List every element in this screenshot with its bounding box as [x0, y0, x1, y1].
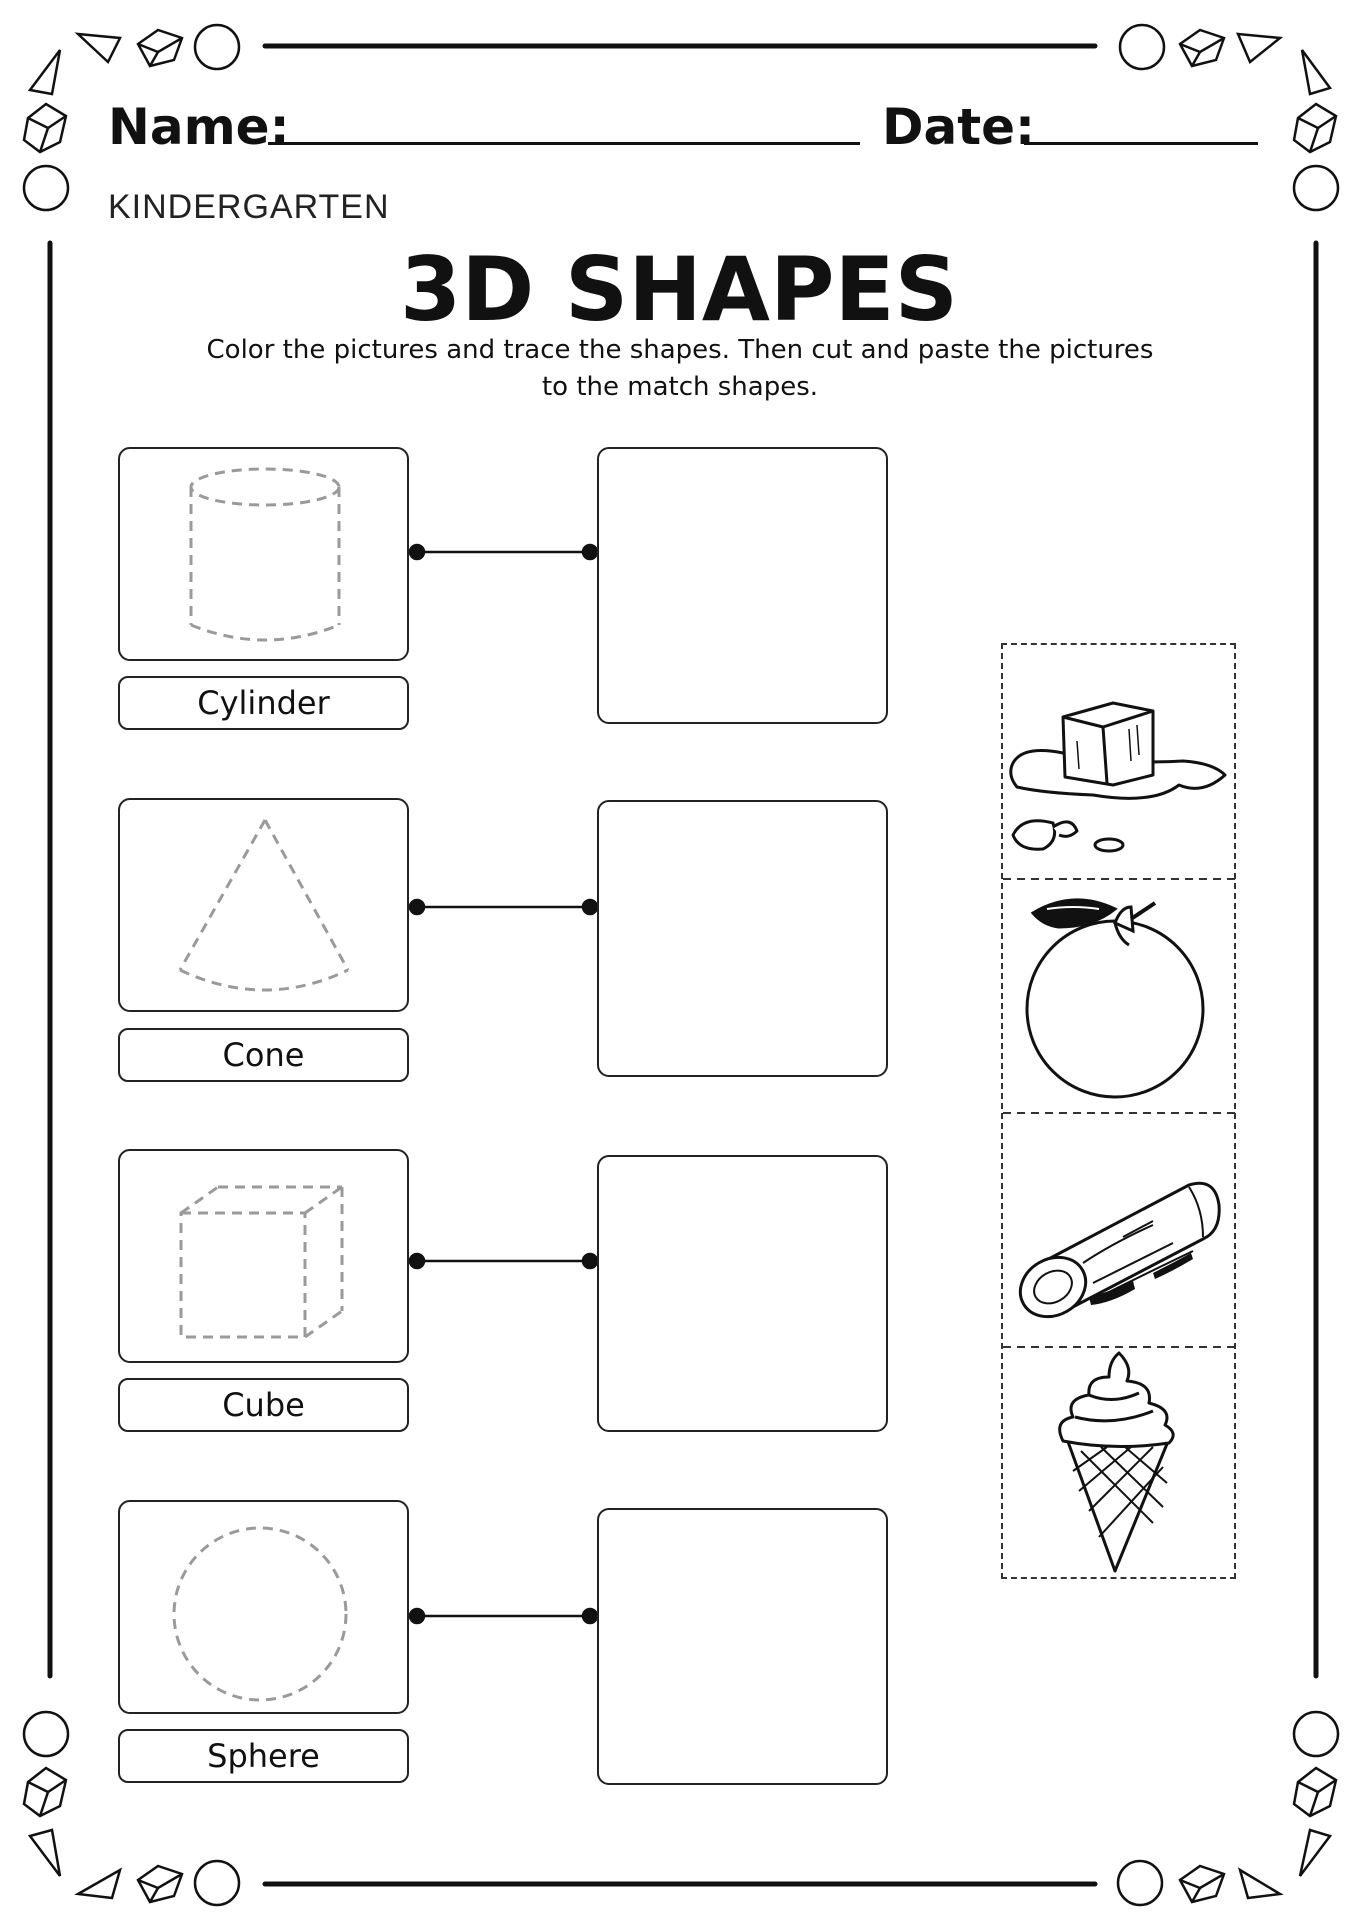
cutout-ice-cream[interactable]	[1003, 1347, 1234, 1579]
shape-trace-box-cylinder[interactable]	[118, 447, 409, 661]
paste-box-4[interactable]	[597, 1508, 888, 1785]
shape-label-cube: Cube	[118, 1378, 409, 1432]
instructions-line-2: to the match shapes.	[541, 372, 819, 402]
date-label: Date:	[882, 98, 1036, 156]
page-title: 3D SHAPES	[399, 238, 959, 341]
shape-label-cone: Cone	[118, 1028, 409, 1082]
cylinder-trace-icon	[120, 449, 411, 663]
cutout-log[interactable]	[1003, 1113, 1234, 1345]
cutout-orange[interactable]	[1003, 879, 1234, 1111]
shape-label-sphere: Sphere	[118, 1729, 409, 1783]
shape-trace-box-cone[interactable]	[118, 798, 409, 1012]
ice-cube-icon	[1003, 645, 1234, 877]
shape-trace-box-sphere[interactable]	[118, 1500, 409, 1714]
cone-trace-icon	[120, 800, 411, 1014]
ice-cream-cone-icon	[1003, 1347, 1234, 1579]
name-label: Name:	[108, 98, 290, 156]
sphere-trace-icon	[120, 1502, 411, 1716]
cube-trace-icon	[120, 1151, 411, 1365]
log-icon	[1003, 1113, 1234, 1345]
paste-box-1[interactable]	[597, 447, 888, 724]
shape-label-cylinder: Cylinder	[118, 676, 409, 730]
orange-icon	[1003, 879, 1234, 1111]
shape-trace-box-cube[interactable]	[118, 1149, 409, 1363]
cutout-strip	[1001, 643, 1236, 1579]
grade-label: KINDERGARTEN	[108, 188, 390, 226]
paste-box-3[interactable]	[597, 1155, 888, 1432]
instructions-line-1: Color the pictures and trace the shapes. Then cut and paste the pictures	[206, 335, 1154, 365]
cutout-ice-cube[interactable]	[1003, 645, 1234, 877]
paste-box-2[interactable]	[597, 800, 888, 1077]
